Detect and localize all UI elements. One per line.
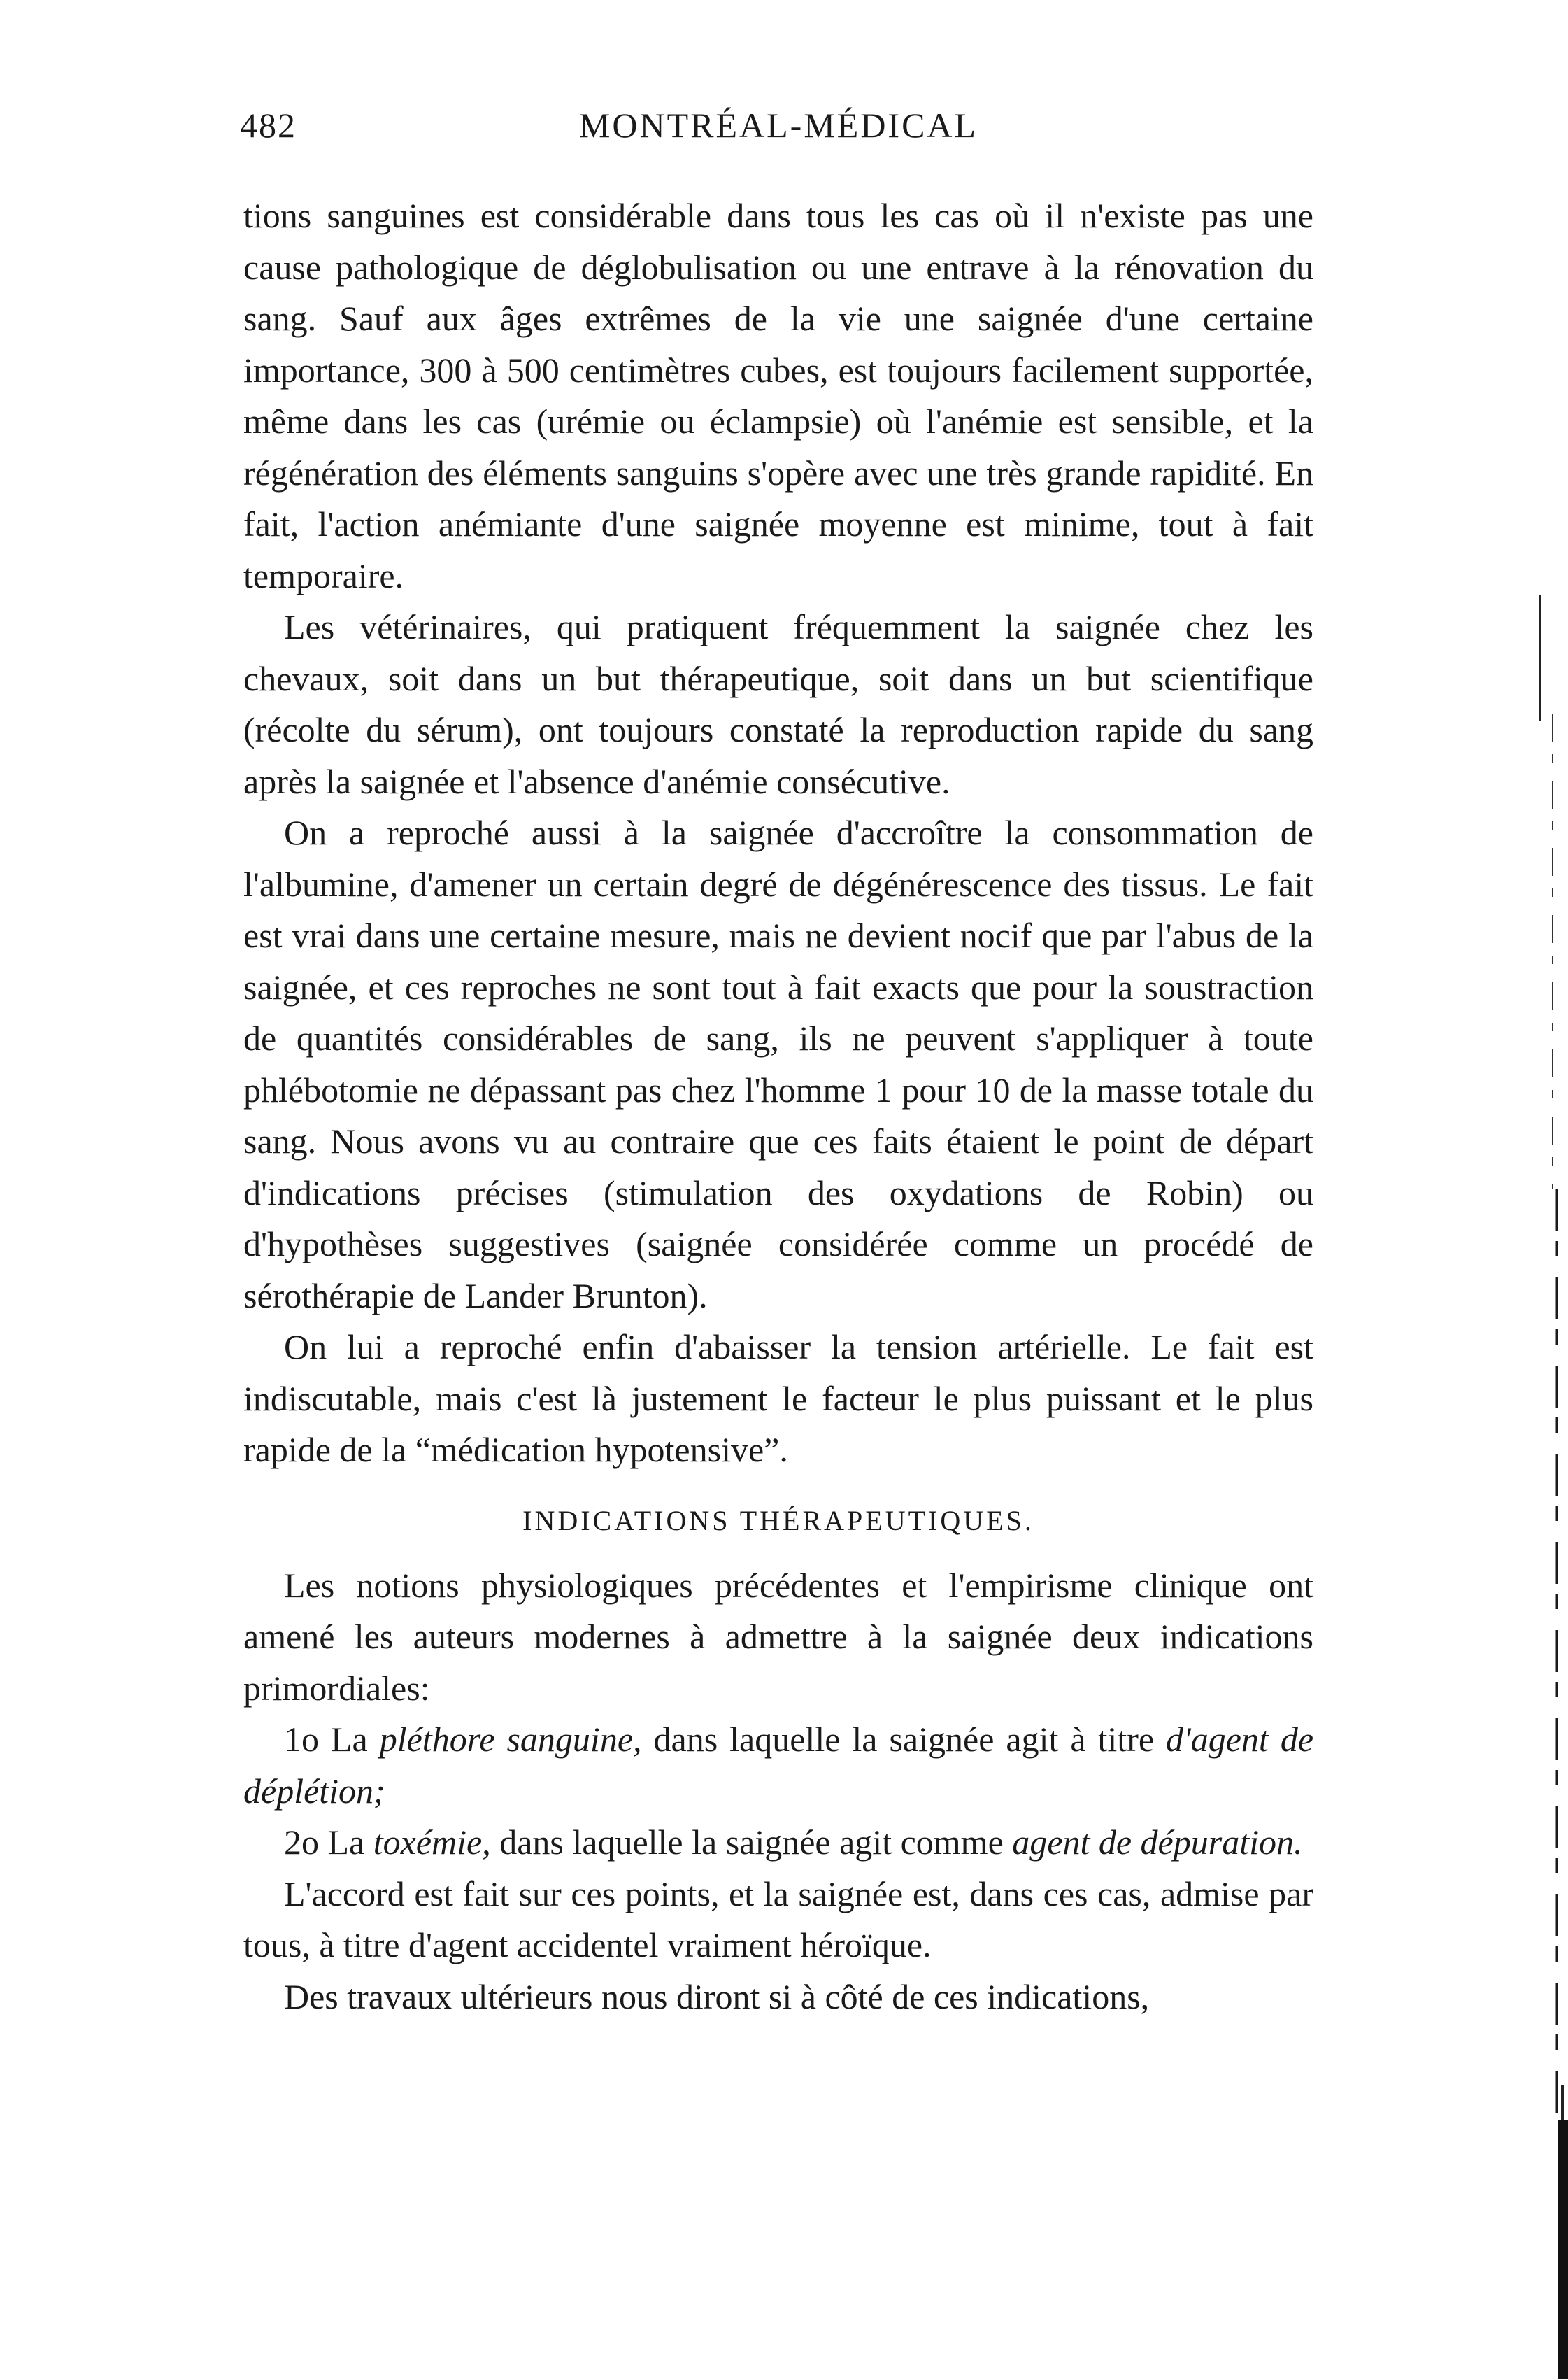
indication-2-prefix: 2o La xyxy=(284,1822,373,1862)
paragraph-continuation: tions sanguines est considérable dans tous les cas où il n'existe pas une cause pathologique de déglobulisation ou une entrave à la rénovation du sang. Sauf aux âges extrêmes de la vie une saignée d'une certaine importance, 300 à 500 centimètres cubes, est toujours facilement supportée, même dans les cas (urémie ou éclampsie) où l'anémie est sensible, et la régénération des éléments sanguins s'opère avec une très grande rapidité. En fait, l'action anémiante d'une saignée moyenne est minime, tout à fait temporaire. xyxy=(243,196,1313,595)
indication-1-text: dans laquelle la saignée agit à titre xyxy=(641,1720,1167,1759)
page-header xyxy=(240,105,1317,154)
paragraph-tension: On lui a reproché enfin d'abaisser la tension artérielle. Le fait est indiscutable, mais c'est là justement le facteur le plus puissant et le plus rapide de la “médication hypotensive”. xyxy=(243,1327,1313,1469)
page-edge-shadow xyxy=(1536,490,1568,2380)
indication-item-2 xyxy=(243,1817,1313,1869)
body-text xyxy=(243,190,1313,2023)
indication-1-role: d'agent de déplétion; xyxy=(243,1720,1314,1811)
paragraph-indications-intro: Les notions physiologiques précédentes et l'empirisme clinique ont amené les auteurs modernes à admettre à la saignée deux indications primordiales: xyxy=(243,1565,1313,1708)
paragraph-albumin: On a reproché aussi à la saignée d'accroître la consommation de l'albumine, d'amener un certain degré de dégénérescence des tissus. Le fait est vrai dans une certaine mesure, mais ne devient nocif que par l'abus de la saignée, et ces reproches ne sont tout à fait exacts que pour la soustraction de quantités considérables de sang, ils ne peuvent s'appliquer à toute phlébotomie ne dépassant pas chez l'homme 1 pour 10 de la masse totale du sang. Nous avons vu au contraire que ces faits étaient le point de départ d'indications précises (stimulation des oxydations de Robin) ou d'hypothèses suggestives (saignée considérée comme un procédé de sérothérapie de Lander Brunton). xyxy=(243,813,1313,1315)
indication-item-1 xyxy=(243,1714,1313,1817)
indication-1-term: pléthore sanguine, xyxy=(379,1720,642,1759)
section-title: INDICATIONS THÉRAPEUTIQUES. xyxy=(522,1504,1034,1536)
paragraph-future-work: Des travaux ultérieurs nous diront si à côté de ces indications, xyxy=(284,1976,1150,2016)
indication-2-role: agent de dépuration. xyxy=(1012,1822,1303,1862)
paragraph-agreement: L'accord est fait sur ces points, et la saignée est, dans ces cas, admise par tous, à titre d'agent accidentel vraiment héroïque. xyxy=(243,1873,1313,1964)
page-number: 482 xyxy=(240,106,297,145)
running-head: MONTRÉAL-MÉDICAL xyxy=(578,106,978,145)
indication-2-text: , dans laquelle la saignée agit comme xyxy=(482,1822,1013,1862)
paragraph-veterinarians: Les vétérinaires, qui pratiquent fréquemment la saignée chez les chevaux, soit dans un but thérapeutique, soit dans un but scientifique (récolte du sérum), ont toujours constaté la reproduction rapide du sang après la saignée et l'absence d'anémie consécutive. xyxy=(243,607,1313,801)
indication-1-prefix: 1o La xyxy=(284,1720,380,1759)
indication-2-term: toxémie xyxy=(373,1822,483,1862)
